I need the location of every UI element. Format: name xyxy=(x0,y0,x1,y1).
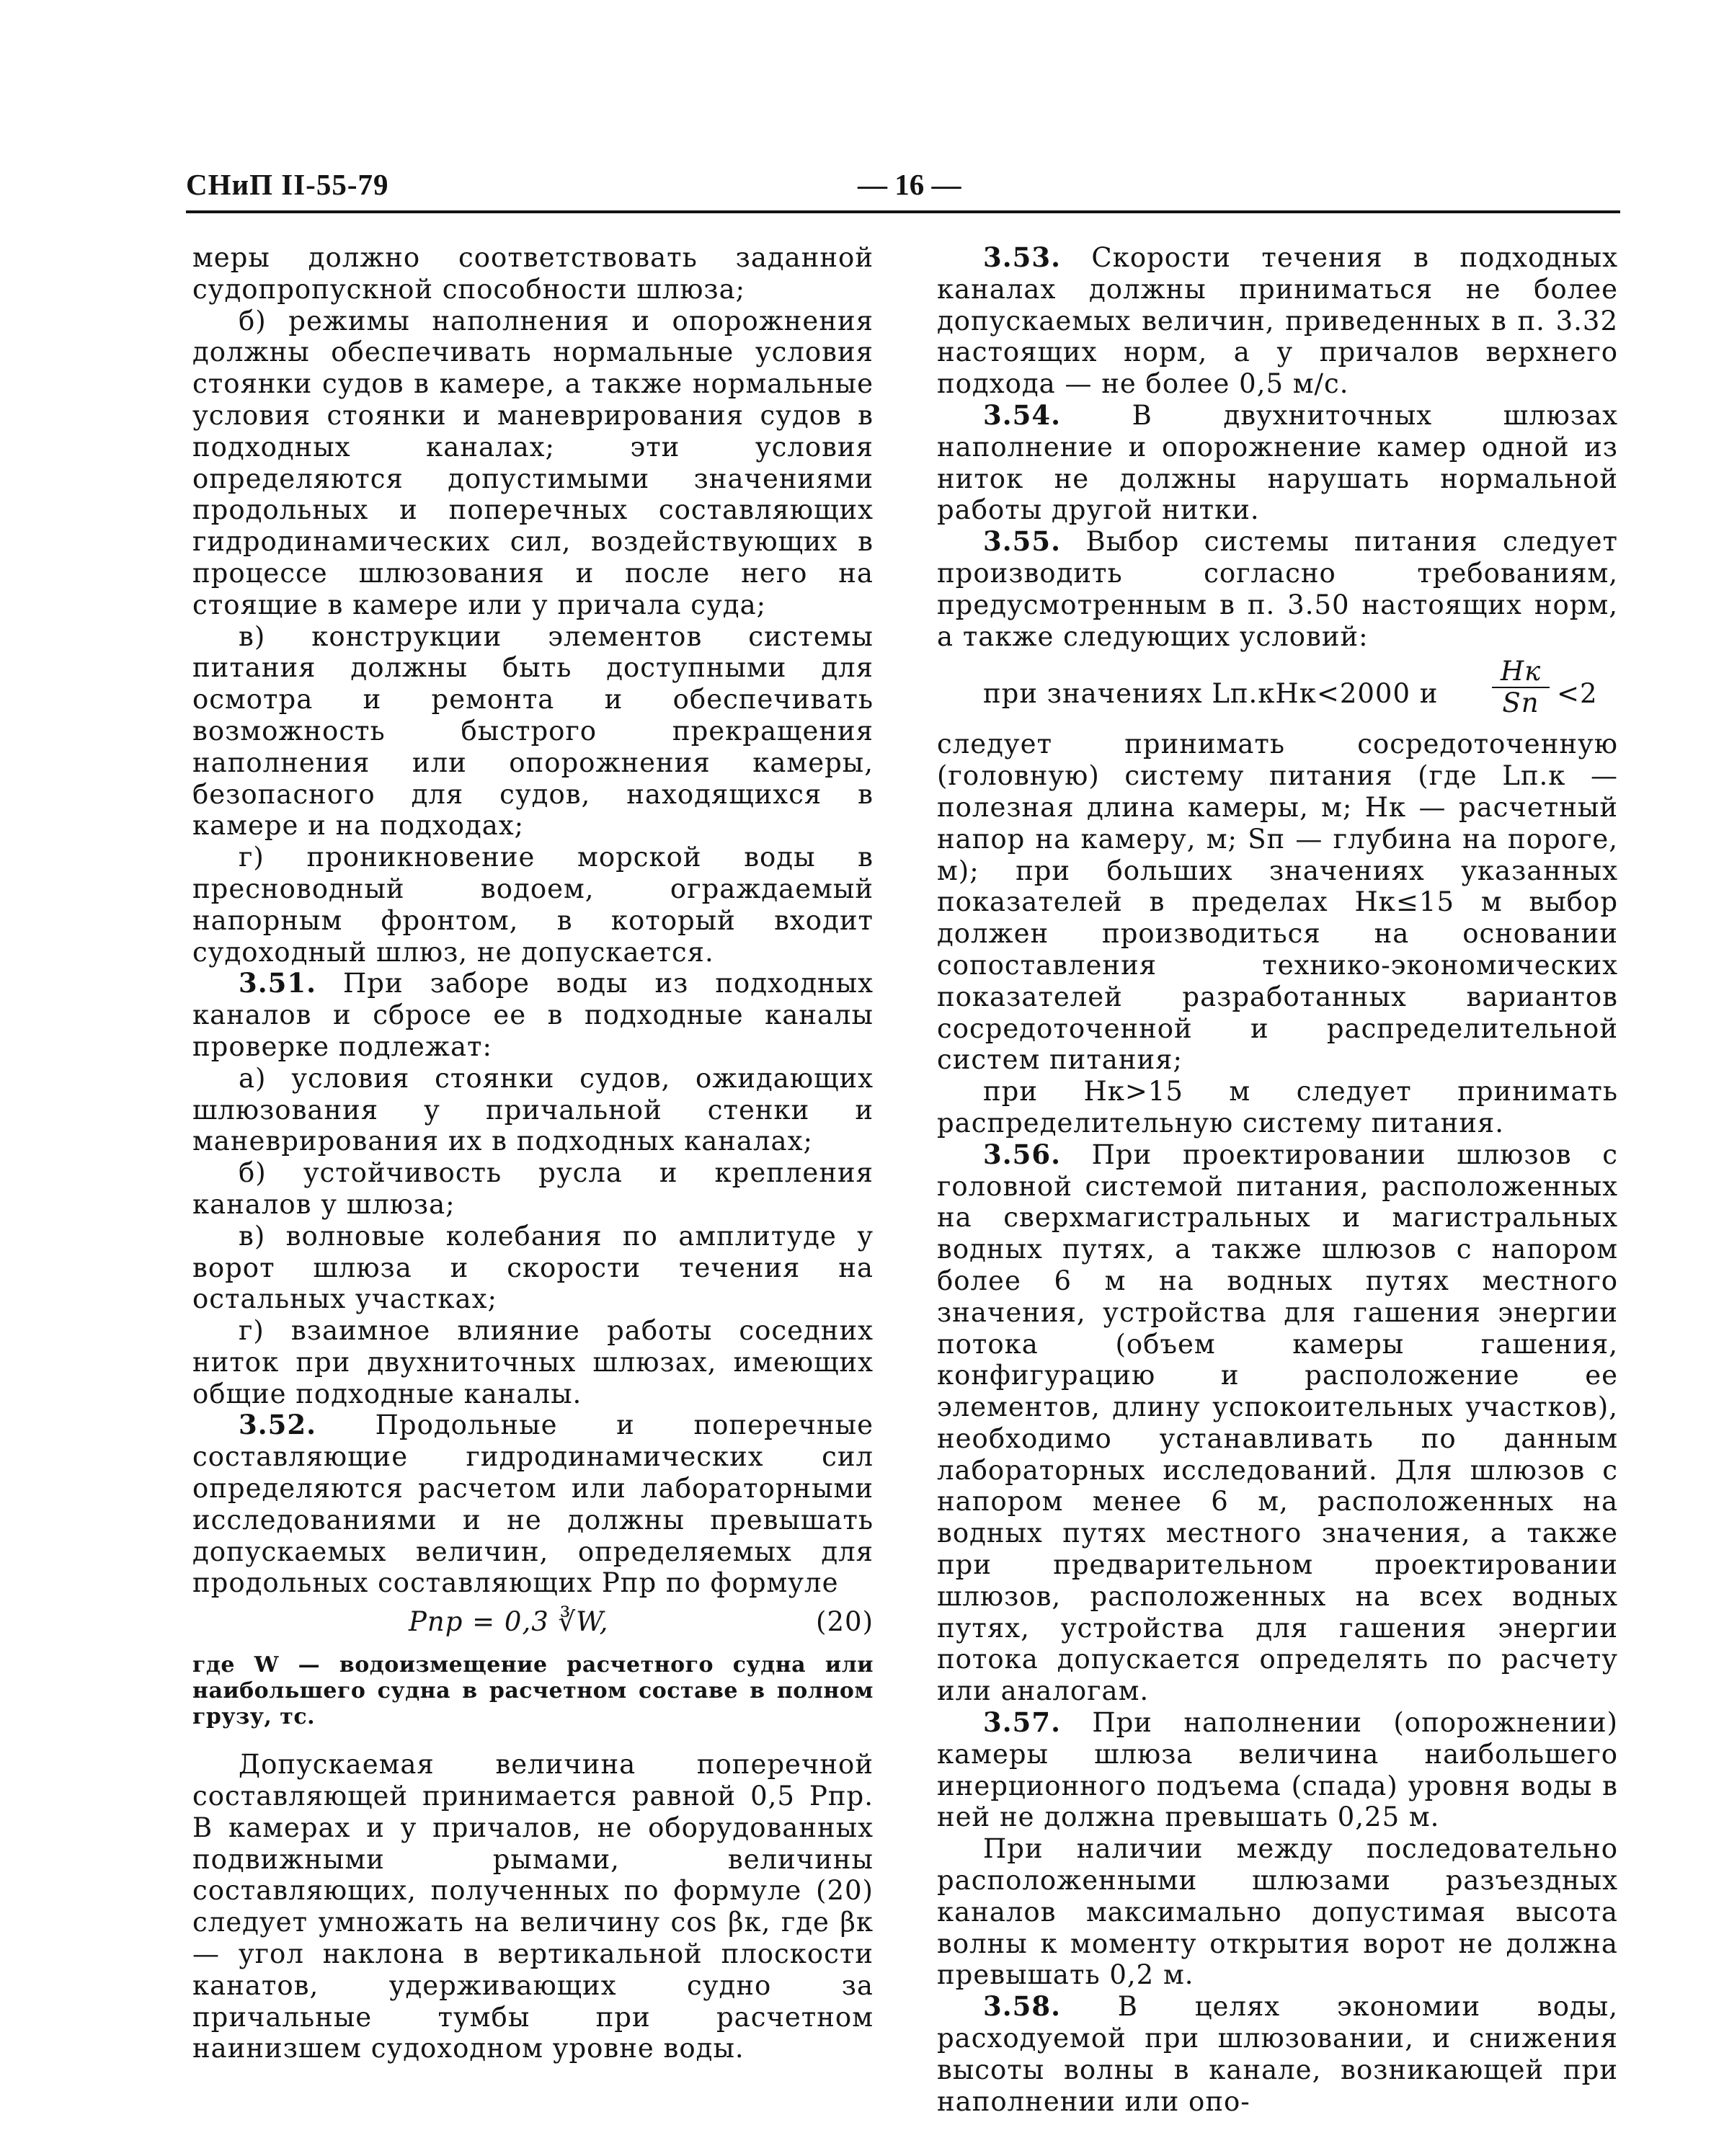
fraction-numerator: Hк xyxy=(1492,656,1550,688)
formula-note: где W — водоизмещение расчетного судна или наибольшего судна в расчетном составе в полном грузу, тс. xyxy=(192,1652,874,1730)
condition-formula xyxy=(937,656,1618,729)
clause-3-58 xyxy=(937,1991,1618,2117)
formula-20 xyxy=(192,1603,874,1644)
clause-text: При наполнении (опорожнении) камеры шлюза величина наибольшего инерционного подъема (спада) уровня воды в ней не должна превышать 0,25 м. xyxy=(937,1707,1618,1833)
paragraph: г) взаимное влияние работы соседних ниток при двухниточных шлюзах, имеющих общие подходные каналы. xyxy=(192,1315,874,1409)
right-column xyxy=(937,242,1618,2117)
clause-number: 3.58. xyxy=(983,1990,1061,2023)
paragraph: б) режимы наполнения и опорожнения должны обеспечивать нормальные условия стоянки судов в камере, а также нормальные условия стоянки и маневрирования судов в подходных каналах; эти условия определяются допустимыми значениями продольных и поперечных составляющих гидродинамических сил, воздействующих в процессе шлюзования и после него на стоящие в камере или у причала суда; xyxy=(192,305,874,620)
paragraph: При наличии между последовательно расположенными шлюзами разъездных каналов максимально допустимая высота волны к моменту открытия ворот не должна превышать 0,2 м. xyxy=(937,1833,1618,1991)
paragraph: Допускаемая величина поперечной составляющей принимается равной 0,5 Pпр. В камерах и у причалов, не оборудованных подвижными рымами, величины составляющих, полученных по формуле (20) следует умножать на величину cos βк, где βк — угол наклона в вертикальной плоскости канатов, удерживающих судно за причальные тумбы при расчетном наинизшем судоходном уровне воды. xyxy=(192,1749,874,2064)
clause-number: 3.55. xyxy=(983,525,1061,558)
condition-tail: <2 xyxy=(1557,678,1598,710)
clause-number: 3.54. xyxy=(983,398,1061,431)
paragraph: следует принимать сосредоточенную (головную) систему питания (где Lп.к — полезная длина камеры, м; Hк — расчетный напор на камеру, м; Sп — глубина на пороге, м); при больших значениях указанных показателей в пределах Hк≤15 м выбор должен производиться на основании сопоставления технико-экономических показателей разработанных вариантов сосредоточенной и распределительной систем питания; xyxy=(937,729,1618,1076)
clause-3-53 xyxy=(937,242,1618,400)
paragraph: при Hк>15 м следует принимать распределительную систему питания. xyxy=(937,1076,1618,1139)
clause-number: 3.52. xyxy=(239,1409,316,1441)
header-rule xyxy=(186,210,1620,213)
clause-number: 3.57. xyxy=(983,1706,1061,1739)
clause-3-56 xyxy=(937,1139,1618,1707)
clause-text: Скорости течения в подходных каналах должны приниматься не более допускаемых величин, приведенных в п. 3.32 настоящих норм, а у причалов верхнего подхода — не более 0,5 м/с. xyxy=(937,242,1618,400)
clause-3-52 xyxy=(192,1409,874,1599)
page-number: — 16 — xyxy=(858,168,961,201)
paragraph: а) условия стоянки судов, ожидающих шлюзования у причальной стенки и маневрирования их в подходных каналах; xyxy=(192,1062,874,1157)
clause-text: При заборе воды из подходных каналов и сбросе ее в подходные каналы проверке подлежат: xyxy=(192,968,874,1062)
condition-fraction xyxy=(1492,656,1550,718)
clause-3-54 xyxy=(937,400,1618,526)
paragraph: в) конструкции элементов системы питания должны быть доступными для осмотра и ремонта и обеспечивать возможность быстрого прекращения наполнения или опорожнения камеры, безопасного для судов, находящихся в камере и на подходах; xyxy=(192,620,874,842)
page-header xyxy=(186,167,1620,209)
paragraph: в) волновые колебания по амплитуде у ворот шлюза и скорости течения на остальных участках; xyxy=(192,1220,874,1315)
formula-number: (20) xyxy=(816,1606,874,1638)
clause-3-57 xyxy=(937,1707,1618,1833)
clause-number: 3.51. xyxy=(239,967,316,999)
paragraph: б) устойчивость русла и крепления каналов у шлюза; xyxy=(192,1157,874,1220)
clause-text: Выбор системы питания следует производить согласно требованиям, предусмотренным в п. 3.50 настоящих норм, а также следующих условий: xyxy=(937,526,1618,652)
condition-text: при значениях Lп.кHк<2000 и xyxy=(983,678,1439,710)
clause-3-51 xyxy=(192,968,874,1062)
clause-text: В двухниточных шлюзах наполнение и опорожнение камер одной из ниток не должны нарушать нормальной работы другой нитки. xyxy=(937,399,1618,526)
clause-text: При проектировании шлюзов с головной системой питания, расположенных на сверхмагистральных и магистральных водных путях, а также шлюзов с напором более 6 м на водных путях местного значения, устройства для гашения энергии потока (объем камеры гашения, конфигурацию и расположение ее элементов, длину успокоительных участков), необходимо устанавливать по данным лабораторных исследований. Для шлюзов с напором менее 6 м, расположенных на водных путях местного значения, а также при предварительном проектировании шлюзов, расположенных на всех водных путях, устройства для гашения энергии потока допускается определять по расчету или аналогам. xyxy=(937,1139,1618,1707)
clause-text: Продольные и поперечные составляющие гидродинамических сил определяются расчетом или лабораторными исследованиями и не должны превышать допускаемых величин, определяемых для продольных составляющих Pпр по формуле xyxy=(192,1409,874,1599)
clause-number: 3.53. xyxy=(983,241,1061,273)
formula-expression: Pпр = 0,3 ∛W, xyxy=(409,1606,609,1638)
paragraph: г) проникновение морской воды в пресноводный водоем, ограждаемый напорным фронтом, в который входит судоходный шлюз, не допускается. xyxy=(192,842,874,968)
paragraph: меры должно соответствовать заданной судопропускной способности шлюза; xyxy=(192,242,874,305)
document-code: СНиП II-55-79 xyxy=(186,168,389,201)
left-column xyxy=(192,242,874,2064)
clause-3-55 xyxy=(937,526,1618,652)
clause-text: В целях экономии воды, расходуемой при шлюзовании, и снижения высоты волны в канале, возникающей при наполнении или опо- xyxy=(937,1991,1618,2117)
clause-number: 3.56. xyxy=(983,1138,1061,1170)
fraction-denominator: Sп xyxy=(1502,687,1539,719)
